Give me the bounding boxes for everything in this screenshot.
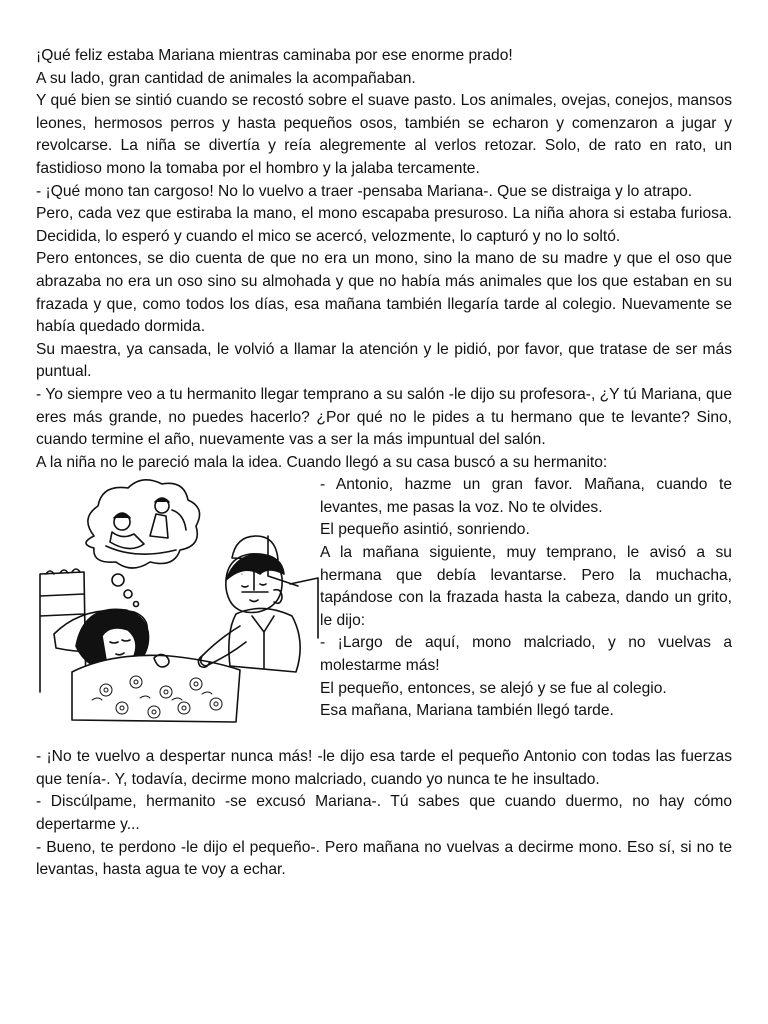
paragraph: A la niña no le pareció mala la idea. Cuando llegó a su casa buscó a su hermanito: (36, 453, 608, 471)
paragraph: Su maestra, ya cansada, le volvió a llamar la atención y le pidió, por favor, que tratase de ser más puntual. (36, 340, 732, 381)
paragraph: El pequeño asintió, sonriendo. (320, 521, 530, 539)
paragraph: - Antonio, hazme un gran favor. Mañana, cuando te levantes, me pasas la voz. No te olvides. (320, 476, 732, 516)
paragraph: A su lado, gran cantidad de animales la acompañaban. (36, 69, 416, 87)
paragraph: - ¡Largo de aquí, mono malcriado, y no vuelvas a molestarme más! (320, 634, 732, 675)
paragraph: - Yo siempre veo a tu hermanito llegar temprano a su salón -le dijo su profesora-, ¿Y tú Mariana, que eres más grande, no puedes hacerlo? ¿Por qué no le pides a tu hermano que te levante? Sino, cuando termine el año, nuevamente vas a ser la más impuntual del salón. (36, 385, 732, 449)
illustrated-section (36, 474, 732, 726)
paragraph: - Discúlpame, hermanito -se excusó Mariana-. Tú sabes que cuando duermo, no hay cómo depertarme y... (36, 793, 732, 834)
story-bottom-section (36, 746, 732, 882)
paragraph: - Bueno, te perdono -le dijo el pequeño-. Pero mañana no vuelvas a decirme mono. Eso sí, si no te levantas, hasta agua te voy a echar. (36, 838, 732, 879)
paragraph: El pequeño, entonces, se alejó y se fue al colegio. (320, 679, 667, 697)
section-gap (36, 726, 732, 746)
paragraph: ¡Qué feliz estaba Mariana mientras caminaba por ese enorme prado! (36, 47, 513, 64)
paragraph: Pero entonces, se dio cuenta de que no era un mono, sino la mano de su madre y que el oso que abrazaba no era un oso sino su almohada y que no había más animales que los que estaban en su frazada y que, como todos los días, esa mañana también llegaría tarde al colegio. Nuevamente se había quedado dormida. (36, 250, 732, 336)
story-page (36, 45, 732, 882)
paragraph: A la mañana siguiente, muy temprano, le avisó a su hermana que debía levantarse. Pero la muchacha, tapándose con la frazada hasta la cabeza, dando un grito, le dijo: (320, 544, 732, 629)
paragraph: - ¡No te vuelvo a despertar nunca más! -le dijo esa tarde el pequeño Antonio con todas las fuerzas que tenía-. Y, todavía, decirme mono malcriado, cuando yo nunca te he insultado. (36, 748, 732, 788)
paragraph: - ¡Qué mono tan cargoso! No lo vuelvo a traer -pensaba Mariana-. Que se distraiga y lo atrapo. (36, 182, 693, 200)
paragraph: Y qué bien se sintió cuando se recostó sobre el suave pasto. Los animales, ovejas, conejos, mansos leones, hermosos perros y hasta pequeños osos, también se echaron y comenzaron a jugar y revolcarse. La niña se divertía y reía alegremente al verlos retozar. Solo, de rato en rato, un fastidioso mono la tomaba por el hombro y la jalaba tercamente. (36, 92, 732, 177)
paragraph: Pero, cada vez que estiraba la mano, el mono escapaba presuroso. La niña ahora si estaba furiosa. Decidida, lo esperó y cuando el mico se acercó, velozmente, lo capturó y no lo soltó. (36, 205, 732, 245)
paragraph: Esa mañana, Mariana también llegó tarde. (320, 702, 614, 720)
illustrated-text (320, 474, 732, 723)
story-top-section (36, 45, 732, 474)
story-illustration (36, 476, 320, 726)
